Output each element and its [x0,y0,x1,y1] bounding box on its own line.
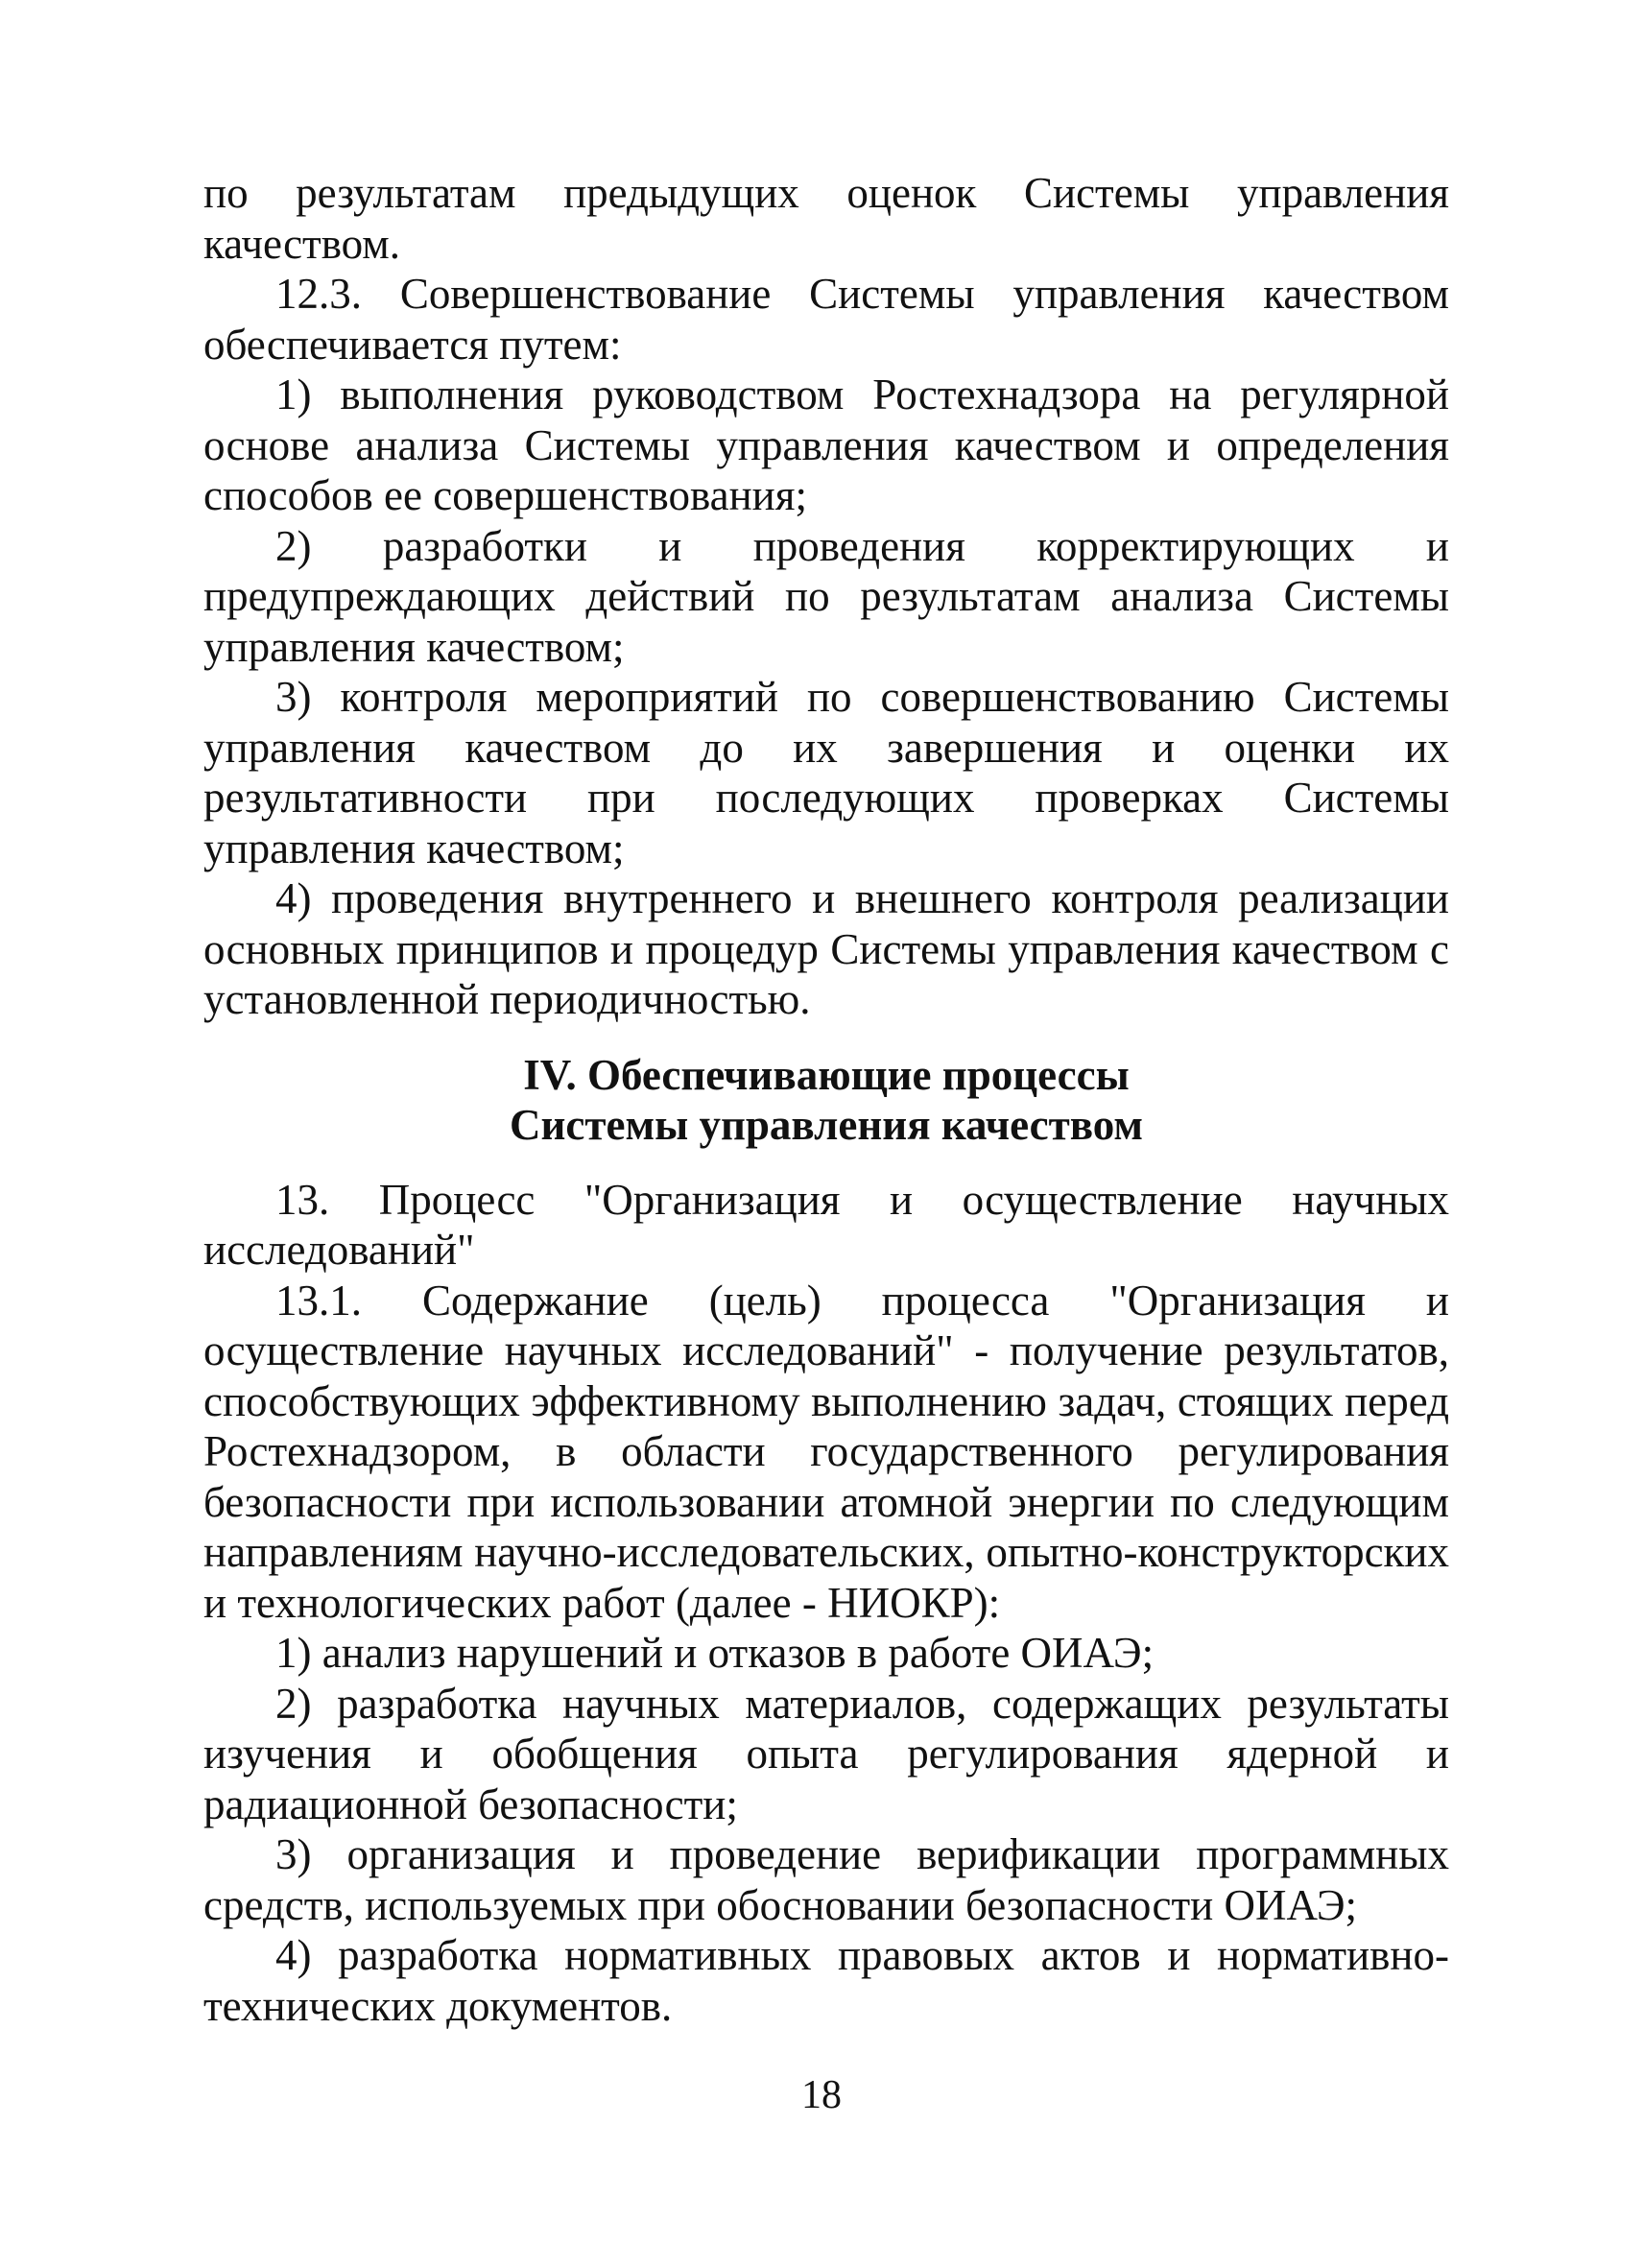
page-number: 18 [801,2073,842,2117]
paragraph-continuation: по результатам предыдущих оценок Системы управления качеством. [203,169,1449,268]
section-heading-line1: IV. Обеспечивающие процессы [523,1050,1130,1099]
list-item-4: 4) проведения внутреннего и внешнего контроля реализации основных принципов и процедур Системы управления качеством с установленной периодичностью. [203,874,1449,1023]
list-item-3: 3) контроля мероприятий по совершенствованию Системы управления качеством до их завершения и оценки их результативности при последующих проверках Системы управления качеством; [203,673,1449,872]
list-item-niokr-4: 4) разработка нормативных правовых актов и нормативно-технических документов. [203,1931,1449,2030]
list-item-2: 2) разработки и проведения корректирующих и предупреждающих действий по результатам анализа Системы управления качеством; [203,521,1449,671]
list-item-niokr-3: 3) организация и проведение верификации программных средств, используемых при обосновании безопасности ОИАЭ; [203,1830,1449,1929]
paragraph-12-3: 12.3. Совершенствование Системы управления качеством обеспечивается путем: [203,270,1449,369]
document-body [203,168,1449,2031]
section-heading-line2: Системы управления качеством [509,1100,1144,1149]
paragraph-13-1: 13.1. Содержание (цель) процесса "Организация и осуществление научных исследований" - получение результатов, способствующих эффективному выполнению задач, стоящих перед Ростехнадзором, в области государственного регулирования безопасности при использовании атомной энергии по следующим направлениям научно-исследовательских, опытно-конструкторских и технологических работ (далее - НИОКР): [203,1276,1449,1627]
paragraph-13: 13. Процесс "Организация и осуществление научных исследований" [203,1175,1449,1274]
section-heading [203,1050,1449,1150]
list-item-niokr-1: 1) анализ нарушений и отказов в работе ОИАЭ; [275,1629,1155,1677]
list-item-niokr-2: 2) разработка научных материалов, содержащих результаты изучения и обобщения опыта регулирования ядерной и радиационной безопасности; [203,1679,1449,1828]
list-item-1: 1) выполнения руководством Ростехнадзора на регулярной основе анализа Системы управления качеством и определения способов ее совершенствования; [203,370,1449,519]
